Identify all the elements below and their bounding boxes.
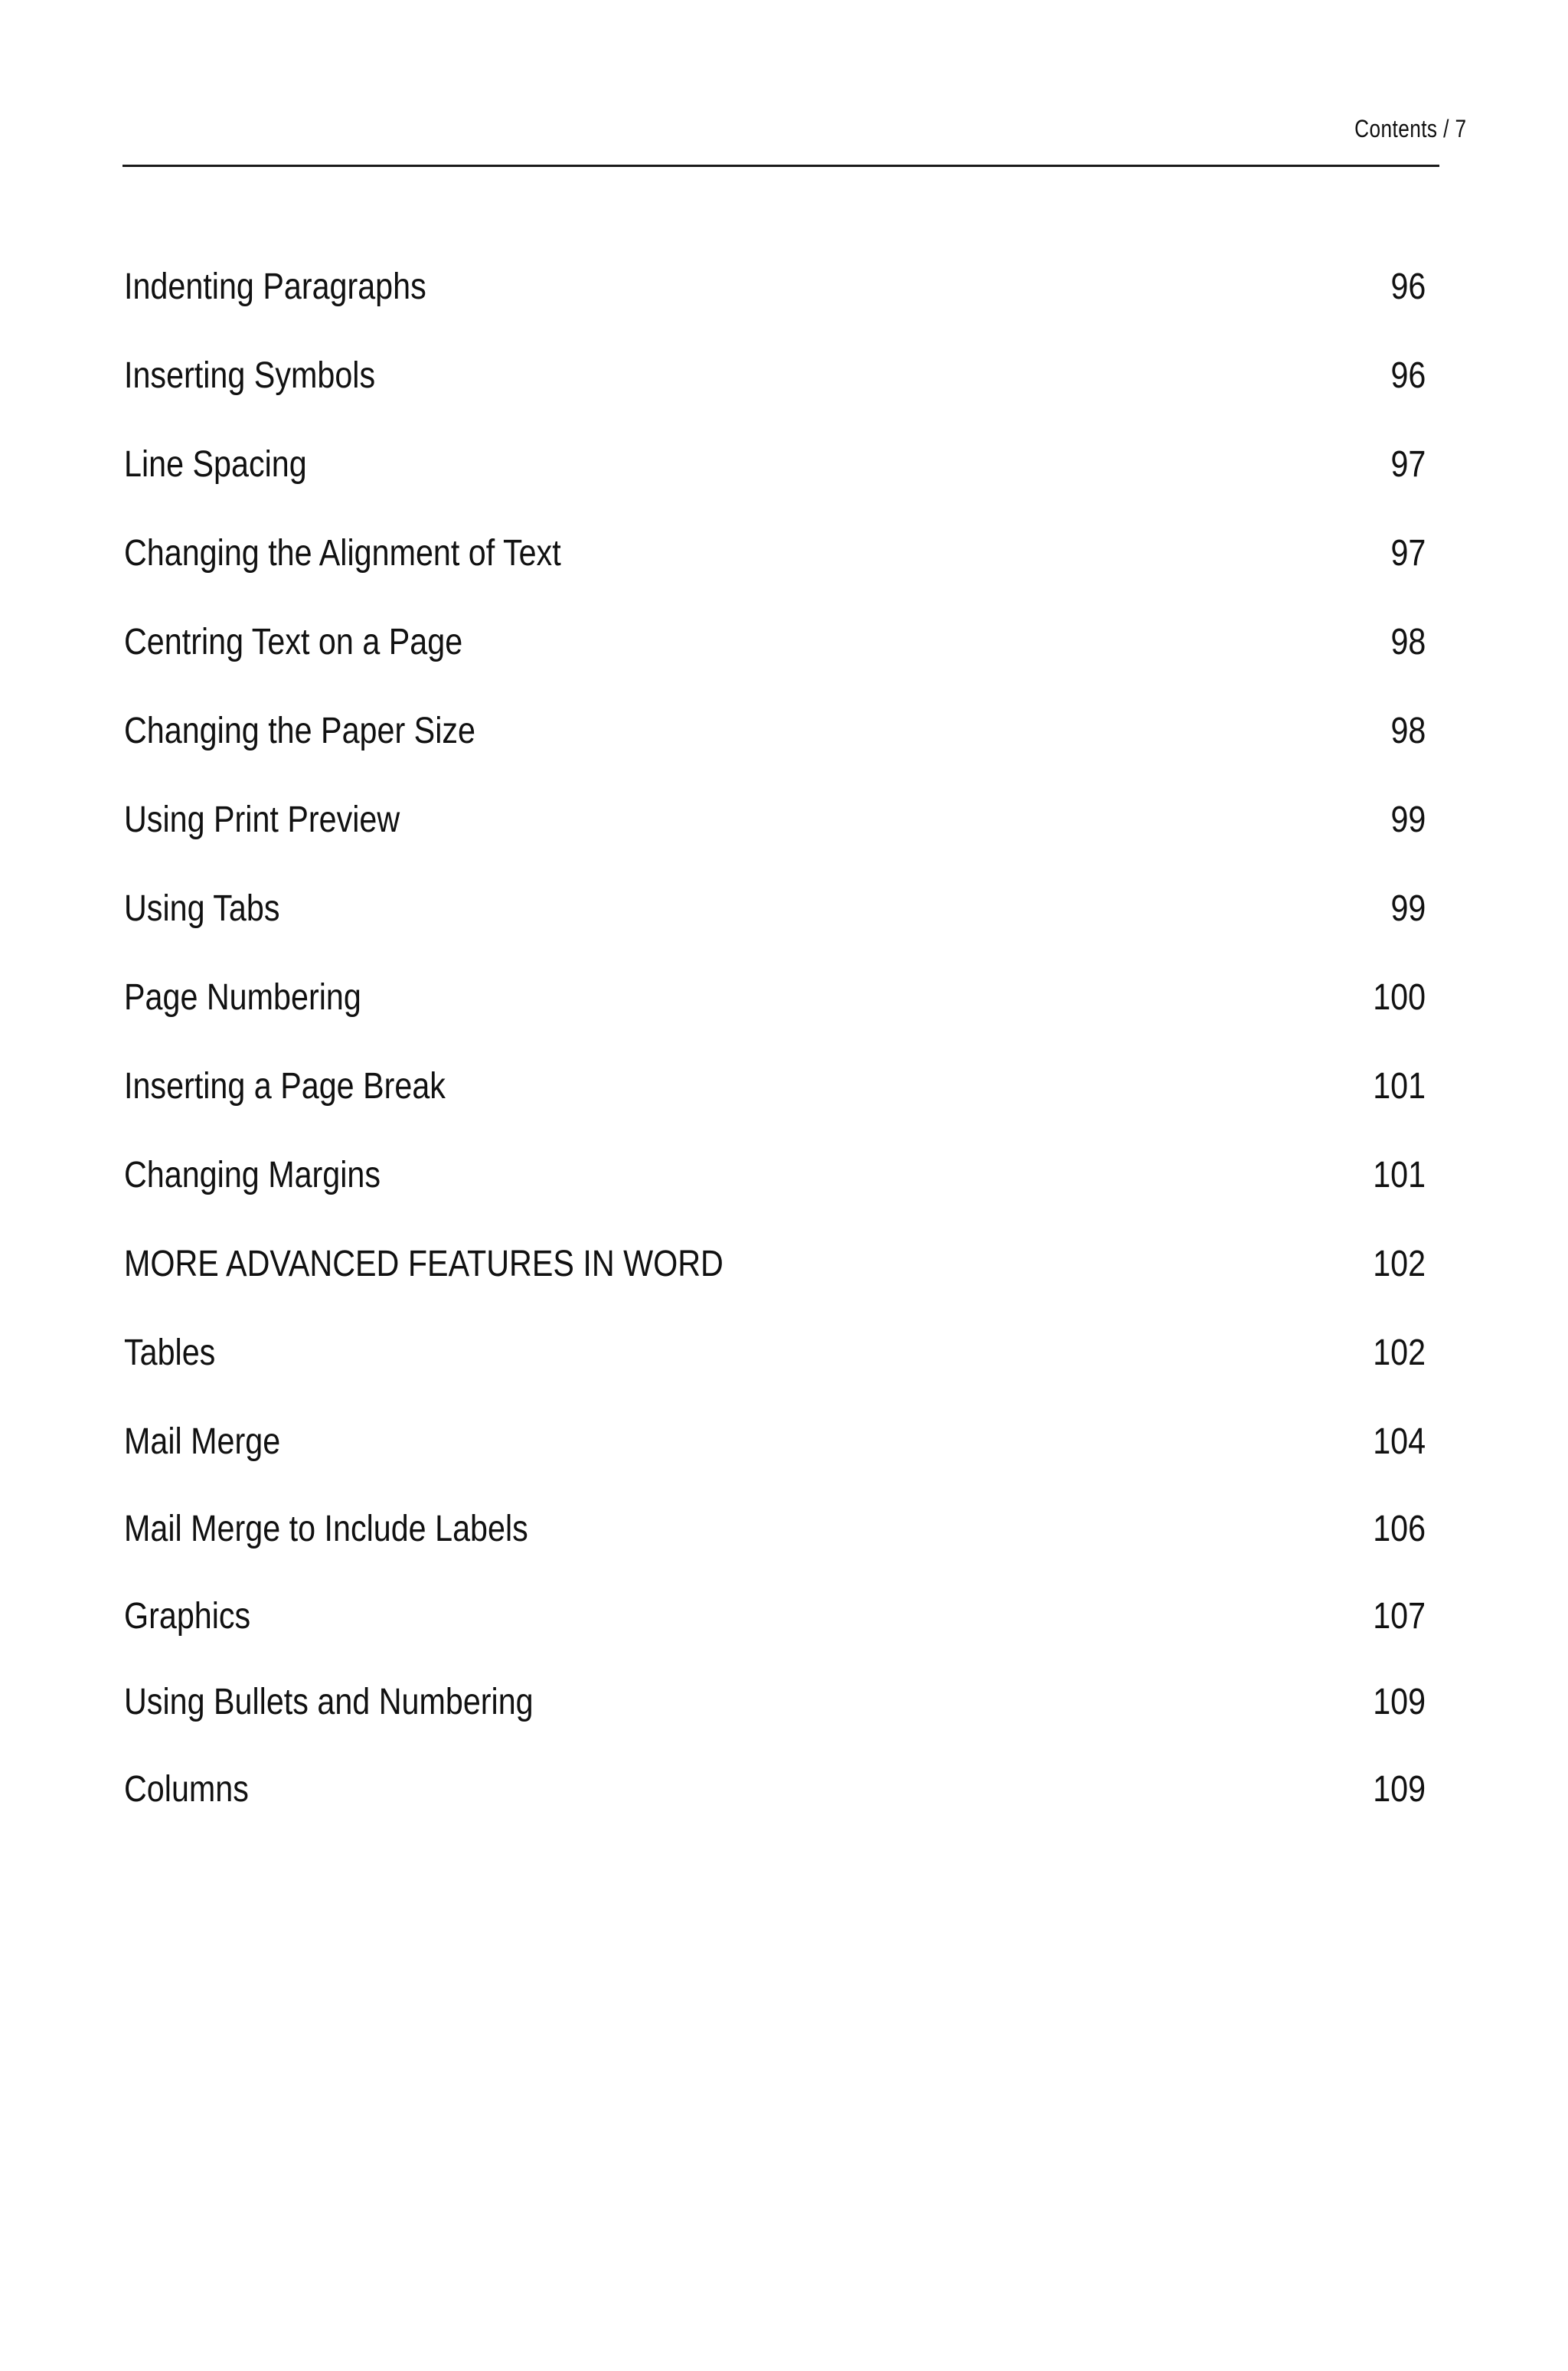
toc-entry bbox=[124, 1060, 1426, 1114]
toc-entry bbox=[124, 882, 1426, 936]
toc-entry-page: 98 bbox=[1390, 711, 1426, 751]
toc-entry bbox=[124, 971, 1426, 1025]
toc-entry-page: 101 bbox=[1373, 1155, 1426, 1195]
toc-entry-page: 107 bbox=[1373, 1596, 1426, 1637]
toc-entry bbox=[124, 1590, 1426, 1643]
toc-entry-page: 96 bbox=[1390, 267, 1426, 307]
toc-entry-page: 109 bbox=[1373, 1682, 1426, 1722]
toc-entry-title: Changing the Paper Size bbox=[124, 711, 475, 751]
toc-entry-page: 98 bbox=[1390, 622, 1426, 662]
toc-entry-title: Columns bbox=[124, 1769, 249, 1810]
toc-entry-page: 97 bbox=[1390, 533, 1426, 574]
toc-entry-title: Tables bbox=[124, 1333, 216, 1373]
toc-entry-page: 109 bbox=[1373, 1769, 1426, 1810]
toc-entry-title: Graphics bbox=[124, 1596, 251, 1637]
toc-entry bbox=[124, 1149, 1426, 1202]
toc-entry-page: 96 bbox=[1390, 355, 1426, 396]
toc-entry bbox=[124, 349, 1426, 403]
toc-entry bbox=[124, 1326, 1426, 1380]
toc-entry-title: MORE ADVANCED FEATURES IN WORD bbox=[124, 1244, 724, 1284]
toc-entry-page: 102 bbox=[1373, 1244, 1426, 1284]
toc-entry-title: Inserting Symbols bbox=[124, 355, 376, 396]
toc-section-heading bbox=[124, 1238, 1426, 1291]
toc-entry bbox=[124, 1763, 1426, 1817]
toc-entry-page: 106 bbox=[1373, 1509, 1426, 1549]
toc-entry-title: Using Print Preview bbox=[124, 800, 400, 840]
toc-entry-title: Mail Merge bbox=[124, 1421, 281, 1462]
toc-entry-title: Centring Text on a Page bbox=[124, 622, 463, 662]
toc-entry bbox=[124, 1676, 1426, 1729]
toc-entry bbox=[124, 705, 1426, 758]
toc-entry-title: Using Bullets and Numbering bbox=[124, 1682, 534, 1722]
toc-entry-title: Changing the Alignment of Text bbox=[124, 533, 561, 574]
toc-entry-title: Mail Merge to Include Labels bbox=[124, 1509, 528, 1549]
toc-entry bbox=[124, 438, 1426, 492]
toc-entry-page: 100 bbox=[1373, 977, 1426, 1018]
toc-entry bbox=[124, 616, 1426, 669]
toc-entry-page: 101 bbox=[1373, 1066, 1426, 1107]
header-rule bbox=[122, 165, 1439, 167]
toc-entry bbox=[124, 260, 1426, 314]
toc-entry bbox=[124, 1503, 1426, 1556]
toc-entry bbox=[124, 527, 1426, 580]
toc-entry-page: 102 bbox=[1373, 1333, 1426, 1373]
toc-entry bbox=[124, 1415, 1426, 1469]
running-head: Contents / 7 bbox=[1354, 115, 1467, 142]
toc-entry-page: 104 bbox=[1373, 1421, 1426, 1462]
toc-entry-page: 99 bbox=[1390, 888, 1426, 929]
toc-entry-page: 97 bbox=[1390, 444, 1426, 485]
toc-entry-page: 99 bbox=[1390, 800, 1426, 840]
toc-entry-title: Using Tabs bbox=[124, 888, 280, 929]
toc-entry-title: Page Numbering bbox=[124, 977, 361, 1018]
toc-entry-title: Line Spacing bbox=[124, 444, 307, 485]
toc-entry-title: Inserting a Page Break bbox=[124, 1066, 446, 1107]
toc-entry-title: Changing Margins bbox=[124, 1155, 381, 1195]
toc-entry bbox=[124, 793, 1426, 847]
toc-entry-title: Indenting Paragraphs bbox=[124, 267, 426, 307]
